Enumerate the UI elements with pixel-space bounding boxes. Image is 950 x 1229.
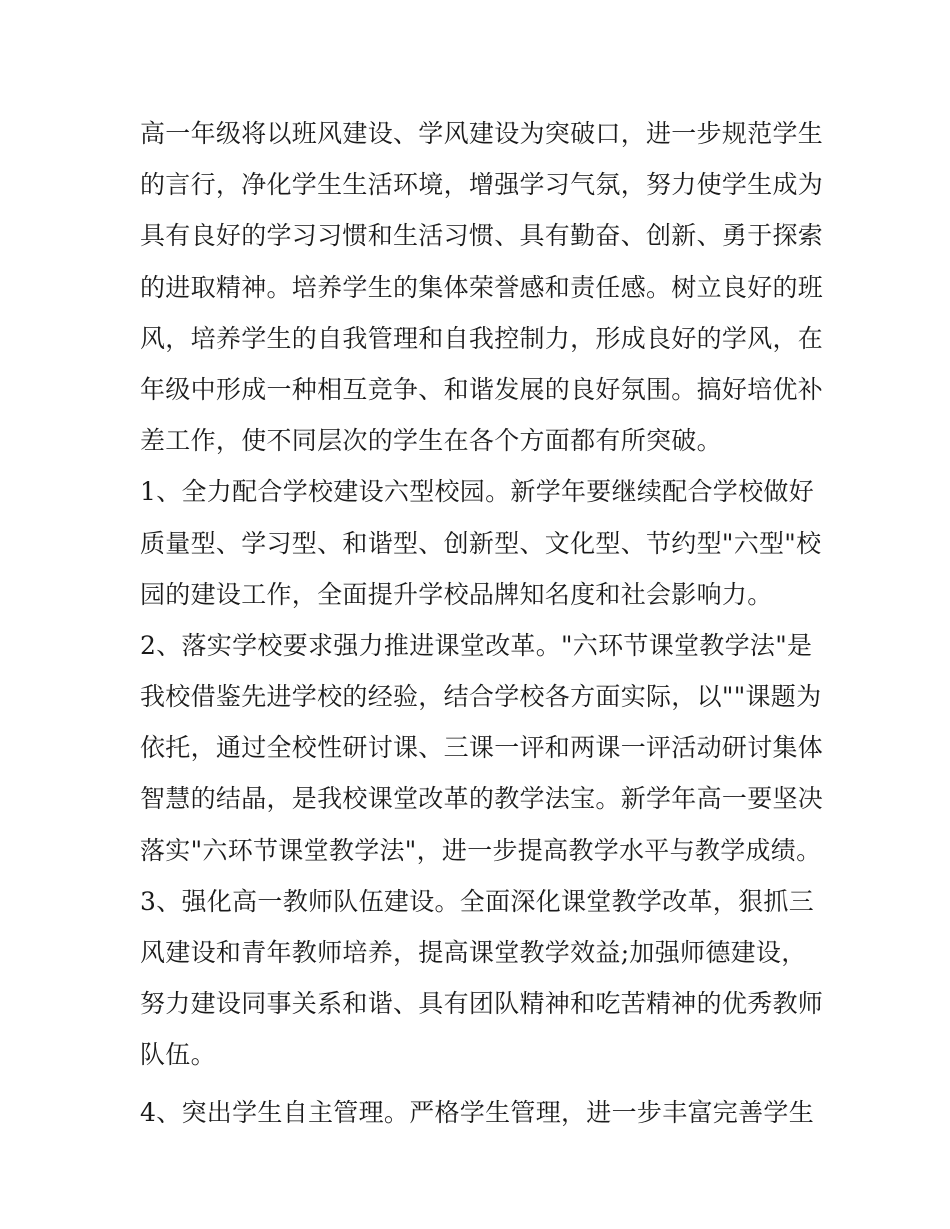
- list-item-1-line: 1、全力配合学校建设六型校园。新学年要继续配合学校做好: [140, 477, 815, 507]
- text-line: 落实"六环节课堂教学法"，进一步提高教学水平与教学成绩。: [140, 835, 822, 865]
- text-line: 智慧的结晶，是我校课堂改革的教学法宝。新学年高一要坚决: [140, 784, 824, 814]
- text-line: 差工作，使不同层次的学生在各个方面都有所突破。: [140, 426, 722, 456]
- text-line: 的进取精神。培养学生的集体荣誉感和责任感。树立良好的班: [140, 272, 824, 302]
- text-line: 质量型、学习型、和谐型、创新型、文化型、节约型"六型"校: [140, 528, 822, 558]
- text-line: 高一年级将以班风建设、学风建设为突破口，进一步规范学生: [140, 119, 824, 148]
- list-item-2-line: 2、落实学校要求强力推进课堂改革。"六环节课堂教学法"是: [140, 630, 813, 660]
- text-line: 年级中形成一种相互竞争、和谐发展的良好氛围。搞好培优补: [140, 374, 824, 404]
- text-line: 风建设和青年教师培养，提高课堂教学效益;加强师德建设，: [140, 938, 807, 967]
- text-line: 努力建设同事关系和谐、具有团队精神和吃苦精神的优秀教师: [140, 989, 824, 1019]
- text-line: 我校借鉴先进学校的经验，结合学校各方面实际，以""课题为: [140, 682, 822, 712]
- text-line: 的言行，净化学生生活环境，增强学习气氛，努力使学生成为: [140, 170, 824, 200]
- text-line: 园的建设工作，全面提升学校品牌知名度和社会影响力。: [140, 579, 773, 609]
- body-text: [140, 108, 824, 1138]
- text-line: 队伍。: [140, 1040, 216, 1070]
- text-line: 依托，通过全校性研讨课、三课一评和两课一评活动研讨集体: [140, 733, 824, 763]
- text-line: 风，培养学生的自我管理和自我控制力，形成良好的学风，在: [140, 323, 824, 353]
- list-item-4-line: 4、突出学生自主管理。严格学生管理，进一步丰富完善学生: [140, 1097, 815, 1127]
- text-line: 具有良好的学习习惯和生活习惯、具有勤奋、创新、勇于探索: [140, 221, 824, 251]
- list-item-3-line: 3、强化高一教师队伍建设。全面深化课堂教学改革，狠抓三: [140, 886, 815, 916]
